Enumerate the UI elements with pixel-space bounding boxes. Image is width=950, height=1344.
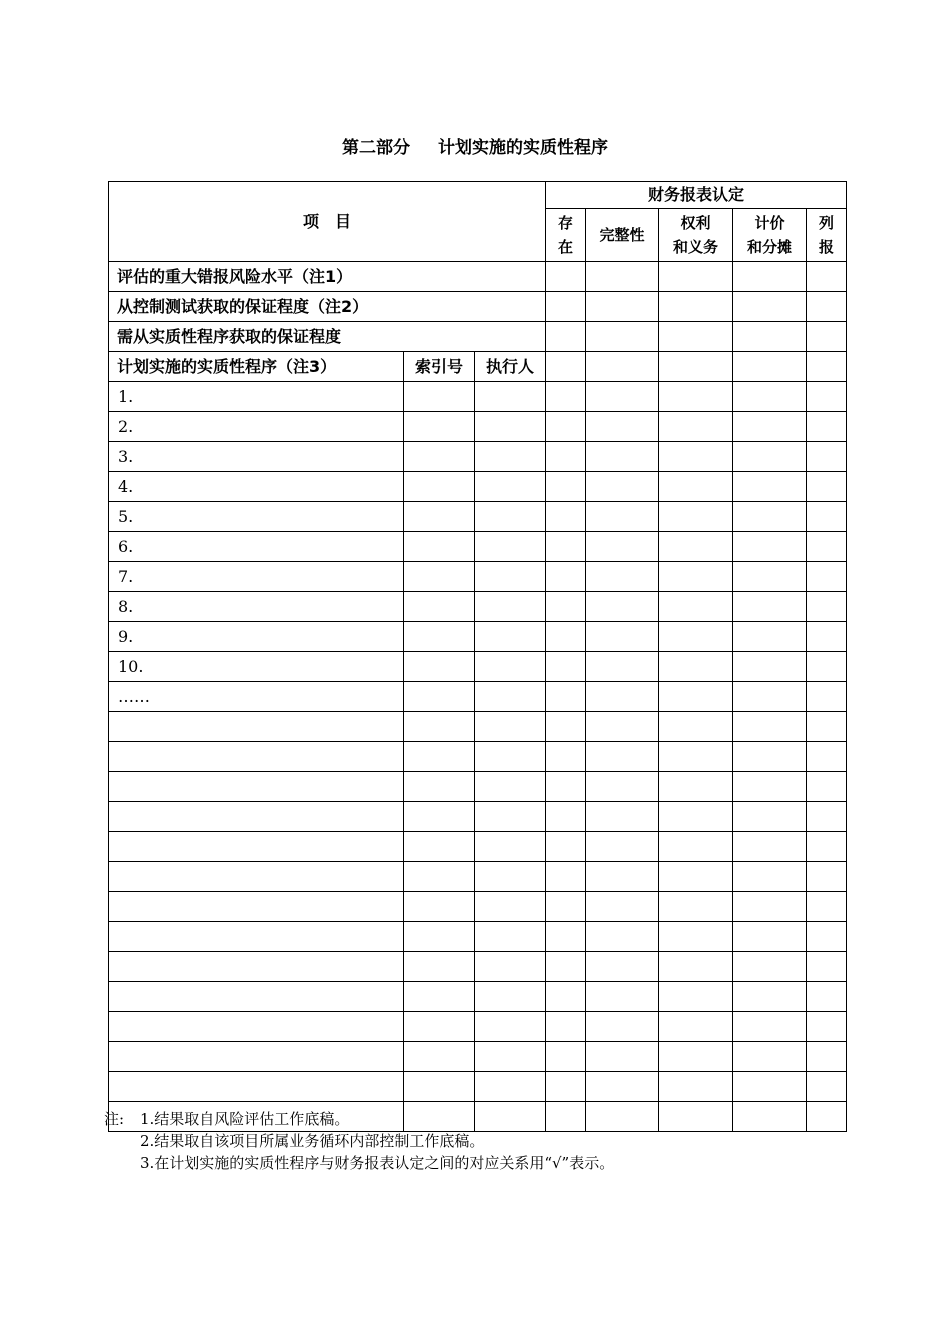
table-cell[interactable] — [475, 412, 546, 442]
table-cell[interactable] — [807, 442, 847, 472]
procedure-row-label[interactable] — [109, 1072, 404, 1102]
table-cell[interactable] — [659, 862, 733, 892]
table-cell[interactable] — [546, 322, 586, 352]
table-cell[interactable] — [586, 712, 659, 742]
table-cell[interactable] — [807, 802, 847, 832]
table-cell[interactable] — [659, 502, 733, 532]
procedure-row-label[interactable] — [109, 712, 404, 742]
page-title — [0, 136, 950, 160]
table-cell[interactable] — [659, 322, 733, 352]
table-cell[interactable] — [586, 802, 659, 832]
table-cell[interactable] — [546, 352, 586, 382]
summary-row-label: 评估的重大错报风险水平（注1） — [109, 262, 546, 292]
table-cell[interactable] — [733, 1042, 807, 1072]
notes — [104, 1108, 614, 1174]
assertion-header-completeness: 完整性 — [586, 209, 659, 262]
table-cell[interactable] — [659, 652, 733, 682]
table-cell[interactable] — [404, 592, 475, 622]
table-cell[interactable] — [733, 742, 807, 772]
table-cell[interactable] — [807, 682, 847, 712]
table-cell[interactable] — [475, 652, 546, 682]
table-cell[interactable] — [404, 382, 475, 412]
table-cell[interactable] — [546, 892, 586, 922]
table-cell[interactable] — [807, 322, 847, 352]
table-cell[interactable] — [807, 262, 847, 292]
table-cell[interactable] — [733, 832, 807, 862]
table-cell[interactable] — [404, 652, 475, 682]
table-cell[interactable] — [733, 622, 807, 652]
table-cell[interactable] — [404, 832, 475, 862]
table-cell[interactable] — [475, 772, 546, 802]
table-cell[interactable] — [733, 1072, 807, 1102]
procedure-row-label[interactable]: 8. — [109, 592, 404, 622]
procedure-row-label[interactable]: 1. — [109, 382, 404, 412]
table-cell[interactable] — [586, 892, 659, 922]
table-cell[interactable] — [659, 352, 733, 382]
table-cell[interactable] — [475, 532, 546, 562]
table-cell[interactable] — [586, 262, 659, 292]
table-cell[interactable] — [475, 382, 546, 412]
table-cell[interactable] — [546, 862, 586, 892]
assertion-header-rights-obligations: 权利 和义务 — [659, 209, 733, 262]
table-cell[interactable] — [733, 532, 807, 562]
procedure-row-label[interactable]: 4. — [109, 472, 404, 502]
table-row — [109, 622, 847, 652]
table-cell[interactable] — [475, 442, 546, 472]
summary-row-label: 需从实质性程序获取的保证程度 — [109, 322, 546, 352]
table-cell[interactable] — [733, 322, 807, 352]
table-cell[interactable] — [475, 742, 546, 772]
table-row — [109, 562, 847, 592]
table-cell[interactable] — [733, 592, 807, 622]
table-cell[interactable] — [586, 682, 659, 712]
table-cell[interactable] — [546, 592, 586, 622]
procedure-row-label[interactable]: 10. — [109, 652, 404, 682]
table-cell[interactable] — [404, 922, 475, 952]
table-cell[interactable] — [733, 952, 807, 982]
table-cell[interactable] — [546, 502, 586, 532]
table-row — [109, 502, 847, 532]
table-cell[interactable] — [733, 892, 807, 922]
table-cell[interactable] — [807, 382, 847, 412]
table-cell[interactable] — [546, 802, 586, 832]
table-row — [109, 532, 847, 562]
table-cell[interactable] — [586, 592, 659, 622]
table-cell[interactable] — [733, 652, 807, 682]
table-cell[interactable] — [807, 532, 847, 562]
table-cell[interactable] — [546, 712, 586, 742]
table-cell[interactable] — [807, 1042, 847, 1072]
procedure-row-label[interactable] — [109, 862, 404, 892]
procedure-row-label[interactable]: 2. — [109, 412, 404, 442]
table-cell[interactable] — [586, 442, 659, 472]
table-cell[interactable] — [404, 952, 475, 982]
table-cell[interactable] — [659, 832, 733, 862]
table-cell[interactable] — [475, 1072, 546, 1102]
table-cell[interactable] — [733, 352, 807, 382]
table-cell[interactable] — [475, 562, 546, 592]
table-cell[interactable] — [586, 1012, 659, 1042]
table-row — [109, 1042, 847, 1072]
table-cell[interactable] — [546, 682, 586, 712]
table-cell[interactable] — [404, 712, 475, 742]
table-cell[interactable] — [475, 922, 546, 952]
table-cell[interactable] — [475, 472, 546, 502]
table-cell[interactable] — [659, 742, 733, 772]
table-cell[interactable] — [807, 592, 847, 622]
table-cell[interactable] — [586, 352, 659, 382]
table-row — [109, 1012, 847, 1042]
table-cell[interactable] — [733, 1012, 807, 1042]
table-cell[interactable] — [807, 1102, 847, 1132]
table-row — [109, 832, 847, 862]
table-row — [109, 982, 847, 1012]
table-cell[interactable] — [546, 292, 586, 322]
table-cell[interactable] — [659, 682, 733, 712]
table-cell[interactable] — [659, 292, 733, 322]
table-cell[interactable] — [475, 592, 546, 622]
table-cell[interactable] — [546, 262, 586, 292]
table-cell[interactable] — [586, 982, 659, 1012]
executor-header: 执行人 — [475, 352, 546, 382]
table-cell[interactable] — [807, 862, 847, 892]
table-row — [109, 412, 847, 442]
table-cell[interactable] — [475, 982, 546, 1012]
table-cell[interactable] — [733, 1102, 807, 1132]
assertions-group-header: 财务报表认定 — [546, 182, 847, 209]
table-cell[interactable] — [807, 472, 847, 502]
table-cell[interactable] — [659, 472, 733, 502]
table-cell[interactable] — [733, 562, 807, 592]
notes-prefix: 注: — [104, 1110, 125, 1128]
table-cell[interactable] — [807, 712, 847, 742]
table-cell[interactable] — [586, 532, 659, 562]
table-cell[interactable] — [404, 412, 475, 442]
note-item: 2.结果取自该项目所属业务循环内部控制工作底稿。 — [140, 1132, 485, 1150]
assertion-header-valuation-allocation: 计价 和分摊 — [733, 209, 807, 262]
table-cell[interactable] — [475, 502, 546, 532]
table-cell[interactable] — [807, 952, 847, 982]
table-cell[interactable] — [586, 742, 659, 772]
table-cell[interactable] — [546, 922, 586, 952]
table-cell[interactable] — [659, 1012, 733, 1042]
table-row — [109, 442, 847, 472]
table-cell[interactable] — [733, 772, 807, 802]
table-cell[interactable] — [475, 1012, 546, 1042]
table-cell[interactable] — [546, 532, 586, 562]
assertion-header-presentation: 列 报 — [807, 209, 847, 262]
table-cell[interactable] — [475, 862, 546, 892]
title-name: 计划实施的实质性程序 — [438, 138, 608, 158]
table-cell[interactable] — [586, 412, 659, 442]
procedure-row-label[interactable]: 6. — [109, 532, 404, 562]
table-cell[interactable] — [404, 1072, 475, 1102]
table-cell[interactable] — [733, 982, 807, 1012]
table-cell[interactable] — [659, 532, 733, 562]
table-cell[interactable] — [733, 472, 807, 502]
table-cell[interactable] — [586, 922, 659, 952]
table-cell[interactable] — [404, 1012, 475, 1042]
table-cell[interactable] — [659, 592, 733, 622]
table-cell[interactable] — [807, 1012, 847, 1042]
table-cell[interactable] — [404, 442, 475, 472]
table-cell[interactable] — [586, 382, 659, 412]
table-cell[interactable] — [733, 862, 807, 892]
table-cell[interactable] — [475, 892, 546, 922]
table-row — [109, 592, 847, 622]
table-cell[interactable] — [807, 652, 847, 682]
table-cell[interactable] — [733, 412, 807, 442]
table-row — [109, 802, 847, 832]
table-cell[interactable] — [586, 1042, 659, 1072]
table-cell[interactable] — [586, 832, 659, 862]
table-cell[interactable] — [404, 802, 475, 832]
table-cell[interactable] — [807, 922, 847, 952]
procedure-row-label[interactable]: 5. — [109, 502, 404, 532]
table-cell[interactable] — [546, 742, 586, 772]
procedure-row-label[interactable] — [109, 1042, 404, 1072]
table-cell[interactable] — [807, 502, 847, 532]
table-cell[interactable] — [586, 772, 659, 802]
table-cell[interactable] — [546, 952, 586, 982]
table-cell[interactable] — [546, 1072, 586, 1102]
item-header: 项 目 — [109, 182, 546, 262]
title-part: 第二部分 — [342, 138, 410, 158]
table-cell[interactable] — [733, 502, 807, 532]
table-cell[interactable] — [659, 1102, 733, 1132]
table-cell[interactable] — [586, 502, 659, 532]
table-cell[interactable] — [807, 1072, 847, 1102]
table-cell[interactable] — [546, 772, 586, 802]
table-cell[interactable] — [546, 412, 586, 442]
table-cell[interactable] — [586, 472, 659, 502]
procedure-row-label[interactable] — [109, 772, 404, 802]
procedure-row-label[interactable] — [109, 802, 404, 832]
table-cell[interactable] — [475, 952, 546, 982]
table-cell[interactable] — [546, 562, 586, 592]
table-row — [109, 742, 847, 772]
table-cell[interactable] — [807, 352, 847, 382]
table-cell[interactable] — [586, 862, 659, 892]
table-cell[interactable] — [733, 712, 807, 742]
table-cell[interactable] — [546, 1042, 586, 1072]
table-row — [109, 382, 847, 412]
procedure-row-label[interactable]: …… — [109, 682, 404, 712]
table-cell[interactable] — [475, 712, 546, 742]
table-cell[interactable] — [659, 622, 733, 652]
index-number-header: 索引号 — [404, 352, 475, 382]
table-cell[interactable] — [404, 862, 475, 892]
table-cell[interactable] — [659, 412, 733, 442]
table-cell[interactable] — [733, 802, 807, 832]
table-cell[interactable] — [546, 472, 586, 502]
table-cell[interactable] — [807, 292, 847, 322]
table-cell[interactable] — [659, 262, 733, 292]
table-cell[interactable] — [475, 682, 546, 712]
procedure-row-label[interactable]: 3. — [109, 442, 404, 472]
table-row — [109, 682, 847, 712]
procedure-row-label[interactable] — [109, 892, 404, 922]
table-cell[interactable] — [659, 952, 733, 982]
procedure-row-label[interactable]: 7. — [109, 562, 404, 592]
table-cell[interactable] — [586, 622, 659, 652]
table-cell[interactable] — [586, 1072, 659, 1102]
table-cell[interactable] — [546, 652, 586, 682]
table-row — [109, 652, 847, 682]
table-cell[interactable] — [404, 502, 475, 532]
table-cell[interactable] — [659, 442, 733, 472]
table-cell[interactable] — [733, 262, 807, 292]
assertion-header-existence: 存 在 — [546, 209, 586, 262]
table-cell[interactable] — [404, 532, 475, 562]
table-cell[interactable] — [404, 472, 475, 502]
table-cell[interactable] — [404, 622, 475, 652]
table-row — [109, 472, 847, 502]
table-cell[interactable] — [546, 622, 586, 652]
table-cell[interactable] — [807, 772, 847, 802]
table-cell[interactable] — [659, 562, 733, 592]
table-cell[interactable] — [807, 832, 847, 862]
table-cell[interactable] — [546, 982, 586, 1012]
table-cell[interactable] — [475, 622, 546, 652]
table-cell[interactable] — [733, 382, 807, 412]
procedure-row-label[interactable] — [109, 742, 404, 772]
procedure-row-label[interactable] — [109, 1012, 404, 1042]
table-cell[interactable] — [807, 562, 847, 592]
table-cell[interactable] — [586, 952, 659, 982]
table-row — [109, 952, 847, 982]
table-cell[interactable] — [733, 922, 807, 952]
table-cell[interactable] — [475, 832, 546, 862]
procedure-row-label[interactable] — [109, 952, 404, 982]
table-cell[interactable] — [546, 832, 586, 862]
table-cell[interactable] — [659, 982, 733, 1012]
procedure-row-label[interactable] — [109, 922, 404, 952]
table-cell[interactable] — [807, 412, 847, 442]
table-row — [109, 922, 847, 952]
table-cell[interactable] — [404, 682, 475, 712]
table-cell[interactable] — [733, 442, 807, 472]
table-cell[interactable] — [586, 322, 659, 352]
table-cell[interactable] — [807, 892, 847, 922]
table-cell[interactable] — [733, 292, 807, 322]
table-cell[interactable] — [586, 562, 659, 592]
procedure-row-label[interactable] — [109, 982, 404, 1012]
table-row — [109, 712, 847, 742]
table-cell[interactable] — [586, 292, 659, 322]
procedure-row-label[interactable] — [109, 832, 404, 862]
table-cell[interactable] — [404, 892, 475, 922]
table-row — [109, 892, 847, 922]
note-item: 1.结果取自风险评估工作底稿。 — [140, 1110, 350, 1128]
table-cell[interactable] — [404, 562, 475, 592]
table-row — [109, 772, 847, 802]
table-cell[interactable] — [546, 442, 586, 472]
substantive-procedures-table — [108, 181, 847, 1132]
table-cell[interactable] — [659, 922, 733, 952]
table-cell[interactable] — [404, 982, 475, 1012]
table-cell[interactable] — [475, 1042, 546, 1072]
procedure-row-label[interactable]: 9. — [109, 622, 404, 652]
table-cell[interactable] — [659, 1042, 733, 1072]
procedure-header-label: 计划实施的实质性程序（注3） — [109, 352, 404, 382]
table-cell[interactable] — [475, 802, 546, 832]
table-cell[interactable] — [807, 742, 847, 772]
table-cell[interactable] — [807, 982, 847, 1012]
table-cell[interactable] — [659, 772, 733, 802]
table-cell[interactable] — [546, 1012, 586, 1042]
table-cell[interactable] — [659, 892, 733, 922]
table-cell[interactable] — [404, 1042, 475, 1072]
table-row — [109, 1072, 847, 1102]
table-cell[interactable] — [659, 712, 733, 742]
table-cell[interactable] — [807, 622, 847, 652]
table-cell[interactable] — [659, 1072, 733, 1102]
table-cell[interactable] — [404, 772, 475, 802]
table-cell[interactable] — [733, 682, 807, 712]
table-cell[interactable] — [586, 652, 659, 682]
table-cell[interactable] — [546, 382, 586, 412]
table-cell[interactable] — [659, 802, 733, 832]
table-row — [109, 862, 847, 892]
note-item: 3.在计划实施的实质性程序与财务报表认定之间的对应关系用“√”表示。 — [140, 1154, 615, 1172]
summary-row-label: 从控制测试获取的保证程度（注2） — [109, 292, 546, 322]
table-cell[interactable] — [659, 382, 733, 412]
table-cell[interactable] — [404, 742, 475, 772]
